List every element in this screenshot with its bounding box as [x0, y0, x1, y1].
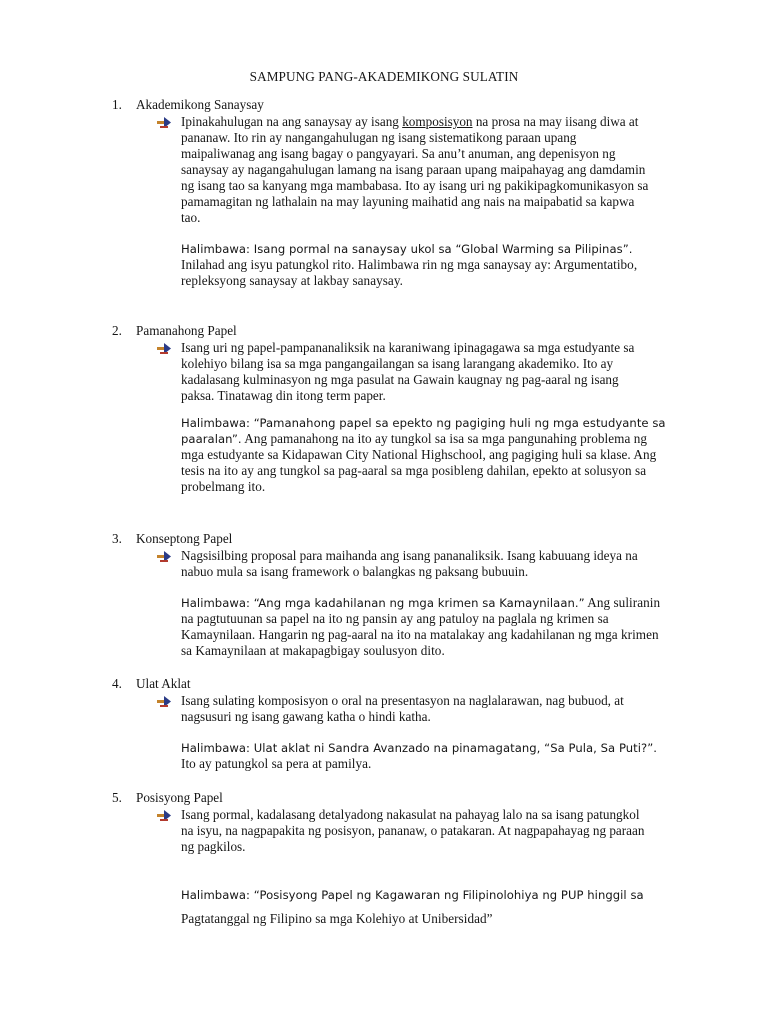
item-number: 5.	[112, 790, 122, 805]
item-number: 3.	[112, 531, 122, 546]
item-description: Nagsisilbing proposal para maihanda ang isang pananaliksik. Isang kabuuang ideya na nabuo mula sa isang framework o balangkas ng paksang bubuuin.	[181, 548, 638, 579]
arrow-bullet-icon	[157, 551, 171, 562]
item-heading: Konseptong Papel	[136, 531, 233, 546]
item-example: Halimbawa: Ulat aklat ni Sandra Avanzado na pinamagatang, “Sa Pula, Sa Puti?”. Ito ay patungkol sa pera at pamilya.	[181, 741, 658, 771]
item-example: Halimbawa: “Ang mga kadahilanan ng mga krimen sa Kamaynilaan.” Ang suliranin na pagtutuunan sa papel na ito ng pansin ay ang patuloy na paglala ng krimen sa Kamaynilaan. Hangarin ng pag-aaral na ito na matalakay ang kadahilanan ng mga krimen sa Kamaynilaan at makapagbigay soulusyon dito.	[181, 595, 661, 658]
item-example: Halimbawa: Isang pormal na sanaysay ukol sa “Global Warming sa Pilipinas”. Inilahad ang isyu patungkol rito. Halimbawa rin ng mga sanaysay ay: Argumentatibo, repleksyong sanaysay at lakbay sanaysay.	[181, 242, 638, 288]
arrow-bullet-icon	[157, 810, 171, 821]
item-heading: Ulat Aklat	[136, 676, 191, 691]
item-heading: Pamanahong Papel	[136, 323, 237, 338]
item-description: Isang uri ng papel-pampananaliksik na karaniwang ipinagagawa sa mga estudyante sa kolehiyo bilang isa sa mga pangangailangan sa isang larangang akademiko. Ito ay kadalasang kulminasyon ng mga pasulat na Gawain kaugnay ng pag-aaral ng isang paksa. Tinatawag din itong term paper.	[181, 340, 635, 403]
item-heading: Posisyong Papel	[136, 790, 223, 805]
item-description: Isang pormal, kadalasang detalyadong nakasulat na pahayag lalo na sa isang patungkol na isyu, na nagpapakita ng posisyon, pananaw, o patakaran. At nagpapahayag ng paraan ng pagkilos.	[181, 807, 645, 854]
item-number: 1.	[112, 97, 122, 112]
arrow-bullet-icon	[157, 696, 171, 707]
item-description: Isang sulating komposisyon o oral na presentasyon na naglalarawan, nag bubuod, at nagsusuri ng isang gawang katha o hindi katha.	[181, 693, 624, 724]
arrow-bullet-icon	[157, 117, 171, 128]
underlined-term: komposisyon	[402, 114, 473, 129]
item-example: Halimbawa: “Posisyong Papel ng Kagawaran ng Filipinolohiya ng PUP hinggil sa Pagtatanggal ng Filipino sa mga Kolehiyo at Unibersidad”	[181, 888, 644, 926]
list-item-5	[112, 790, 671, 927]
item-example: Halimbawa: “Pamanahong papel sa epekto ng pagiging huli ng mga estudyante sa paaralan”. Ang pamanahong na ito ay tungkol sa isa sa mga pangunahing problema ng mga estudyante sa Kidapawan City National Highschool, ang pagiging huli sa klase. Ang tesis na ito ay ang tungkol sa pag-aaral sa mga posibleng dahilan, epekto at solusyon sa probelmang ito.	[181, 416, 666, 494]
document-title: SAMPUNG PANG-AKADEMIKONG SULATIN	[249, 69, 519, 84]
list-item-3	[112, 531, 671, 659]
list-item-4	[112, 676, 671, 772]
list-item-1	[112, 97, 671, 289]
arrow-bullet-icon	[157, 343, 171, 354]
item-heading: Akademikong Sanaysay	[136, 97, 264, 112]
item-description: Ipinakahulugan na ang sanaysay ay isang komposisyon na prosa na may iisang diwa at pananaw. Ito rin ay nangangahulugan ng isang sistematikong paraan upang maipaliwanag ang isang bagay o pangyayari. Sa anu’t anuman, ang depenisyon ng sanaysay ay nagangahulugan lamang na isang paraan upang maipahayag ang damdamin ng isang tao sa kanyang mga mambabasa. Ito ay isang uri ng pakikipagkomunikasyon sa pamamagitan ng lathalain na may layuning maihatid ang nais na maipabatid sa kapwa tao.	[181, 114, 649, 225]
list-item-2	[112, 323, 671, 495]
item-number: 4.	[112, 676, 122, 691]
item-number: 2.	[112, 323, 122, 338]
